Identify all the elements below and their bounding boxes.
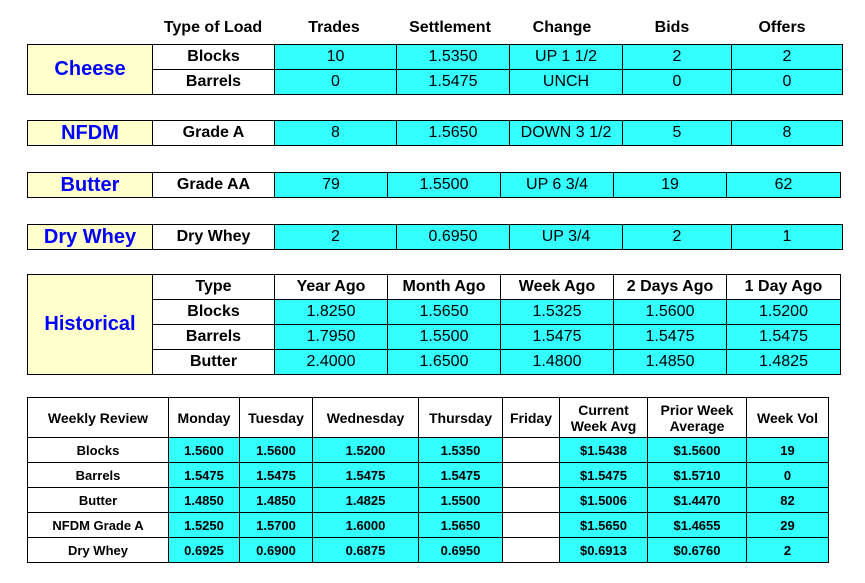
whey-type: Dry Whey (153, 225, 275, 250)
cheese-offers: 2 (732, 45, 843, 70)
weekly-cell: 0.6875 (313, 538, 419, 563)
weekly-review-table (27, 397, 829, 563)
col-bids: Bids (654, 19, 690, 36)
historical-cell: 1.5650 (388, 300, 501, 325)
weekly-row-label: Butter (28, 488, 169, 513)
nfdm-type: Grade A (153, 121, 275, 146)
historical-cell: 1.5325 (501, 300, 614, 325)
weekly-cell (503, 438, 560, 463)
cheese-type: Blocks (153, 45, 275, 70)
historical-type: Blocks (153, 300, 275, 325)
butter-offers: 62 (727, 173, 841, 198)
cheese-offers: 0 (732, 70, 843, 95)
historical-cell: 1.5500 (388, 325, 501, 350)
weekly-cell: 1.5700 (240, 513, 313, 538)
weekly-cell: $1.5600 (648, 438, 747, 463)
weekly-cell: 2 (747, 538, 829, 563)
weekly-cell: $1.4655 (648, 513, 747, 538)
historical-cell: 1.7950 (275, 325, 388, 350)
nfdm-table (27, 120, 843, 146)
weekly-cell: $1.5475 (560, 463, 648, 488)
weekly-row-label: Dry Whey (28, 538, 169, 563)
weekly-cell: 0.6925 (169, 538, 240, 563)
butter-trades: 79 (275, 173, 388, 198)
whey-trades: 2 (275, 225, 397, 250)
weekly-header: Weekly Review (28, 398, 169, 438)
weekly-cell: 0.6900 (240, 538, 313, 563)
historical-header: Week Ago (501, 275, 614, 300)
cheese-change: UNCH (510, 70, 623, 95)
butter-table (27, 172, 841, 198)
whey-label: Dry Whey (28, 225, 153, 250)
weekly-cell: $1.5438 (560, 438, 648, 463)
weekly-row-label: NFDM Grade A (28, 513, 169, 538)
butter-label: Butter (28, 173, 153, 198)
weekly-cell: 1.5600 (240, 438, 313, 463)
weekly-header: Thursday (419, 398, 503, 438)
nfdm-label: NFDM (28, 121, 153, 146)
historical-cell: 1.4850 (614, 350, 727, 375)
whey-bids: 2 (623, 225, 732, 250)
weekly-cell (503, 538, 560, 563)
whey-table (27, 224, 843, 250)
weekly-row-label: Blocks (28, 438, 169, 463)
cheese-label: Cheese (28, 45, 153, 95)
weekly-cell: 1.5250 (169, 513, 240, 538)
weekly-cell: $1.5006 (560, 488, 648, 513)
historical-cell: 1.6500 (388, 350, 501, 375)
historical-header: 1 Day Ago (727, 275, 841, 300)
nfdm-bids: 5 (623, 121, 732, 146)
nfdm-trades: 8 (275, 121, 397, 146)
weekly-cell: $1.5710 (648, 463, 747, 488)
weekly-header: Tuesday (240, 398, 313, 438)
whey-settlement: 0.6950 (397, 225, 510, 250)
cheese-type: Barrels (153, 70, 275, 95)
weekly-cell: 0.6950 (419, 538, 503, 563)
historical-cell: 1.5200 (727, 300, 841, 325)
historical-cell: 1.5600 (614, 300, 727, 325)
historical-header: Year Ago (275, 275, 388, 300)
col-change: Change (532, 19, 592, 36)
cheese-trades: 10 (275, 45, 397, 70)
nfdm-offers: 8 (732, 121, 843, 146)
weekly-cell: 1.4850 (169, 488, 240, 513)
historical-cell: 1.5475 (614, 325, 727, 350)
historical-cell: 1.4825 (727, 350, 841, 375)
historical-type: Butter (153, 350, 275, 375)
col-trades: Trades (308, 19, 360, 36)
historical-type: Barrels (153, 325, 275, 350)
butter-bids: 19 (614, 173, 727, 198)
weekly-cell: $1.4470 (648, 488, 747, 513)
weekly-cell: $0.6760 (648, 538, 747, 563)
cheese-settlement: 1.5475 (397, 70, 510, 95)
cheese-bids: 2 (623, 45, 732, 70)
whey-change: UP 3/4 (510, 225, 623, 250)
weekly-header: Wednesday (313, 398, 419, 438)
cheese-settlement: 1.5350 (397, 45, 510, 70)
whey-offers: 1 (732, 225, 843, 250)
weekly-cell (503, 488, 560, 513)
weekly-cell: $1.5650 (560, 513, 648, 538)
weekly-cell: 1.5475 (169, 463, 240, 488)
cheese-change: UP 1 1/2 (510, 45, 623, 70)
weekly-cell (503, 463, 560, 488)
weekly-header: Prior Week Average (648, 398, 747, 438)
historical-header: Month Ago (388, 275, 501, 300)
weekly-cell: 1.5600 (169, 438, 240, 463)
weekly-cell: 1.4850 (240, 488, 313, 513)
weekly-cell: 1.5475 (313, 463, 419, 488)
col-settlement: Settlement (409, 19, 491, 36)
weekly-header: Current Week Avg (560, 398, 648, 438)
market-header (152, 16, 838, 40)
weekly-cell: 19 (747, 438, 829, 463)
historical-header: 2 Days Ago (614, 275, 727, 300)
historical-table (27, 274, 841, 375)
weekly-header: Week Vol (747, 398, 829, 438)
weekly-cell: 1.5200 (313, 438, 419, 463)
weekly-cell: 82 (747, 488, 829, 513)
weekly-cell: 0 (747, 463, 829, 488)
historical-cell: 1.5475 (501, 325, 614, 350)
historical-cell: 1.4800 (501, 350, 614, 375)
weekly-cell: 29 (747, 513, 829, 538)
weekly-cell: 1.5650 (419, 513, 503, 538)
weekly-cell: 1.4825 (313, 488, 419, 513)
historical-cell: 1.8250 (275, 300, 388, 325)
cheese-table (27, 44, 843, 95)
weekly-cell: 1.5500 (419, 488, 503, 513)
weekly-header: Monday (169, 398, 240, 438)
weekly-cell: 1.5475 (419, 463, 503, 488)
butter-settlement: 1.5500 (388, 173, 501, 198)
nfdm-change: DOWN 3 1/2 (510, 121, 623, 146)
weekly-cell: $0.6913 (560, 538, 648, 563)
butter-change: UP 6 3/4 (501, 173, 614, 198)
col-type-of-load: Type of Load (163, 19, 263, 36)
cheese-bids: 0 (623, 70, 732, 95)
historical-cell: 2.4000 (275, 350, 388, 375)
weekly-header: Friday (503, 398, 560, 438)
weekly-cell: 1.5475 (240, 463, 313, 488)
historical-label: Historical (28, 275, 153, 375)
historical-cell: 1.5475 (727, 325, 841, 350)
historical-header: Type (153, 275, 275, 300)
weekly-cell: 1.6000 (313, 513, 419, 538)
butter-type: Grade AA (153, 173, 275, 198)
weekly-cell (503, 513, 560, 538)
weekly-row-label: Barrels (28, 463, 169, 488)
weekly-cell: 1.5350 (419, 438, 503, 463)
cheese-trades: 0 (275, 70, 397, 95)
col-offers: Offers (758, 19, 806, 36)
nfdm-settlement: 1.5650 (397, 121, 510, 146)
